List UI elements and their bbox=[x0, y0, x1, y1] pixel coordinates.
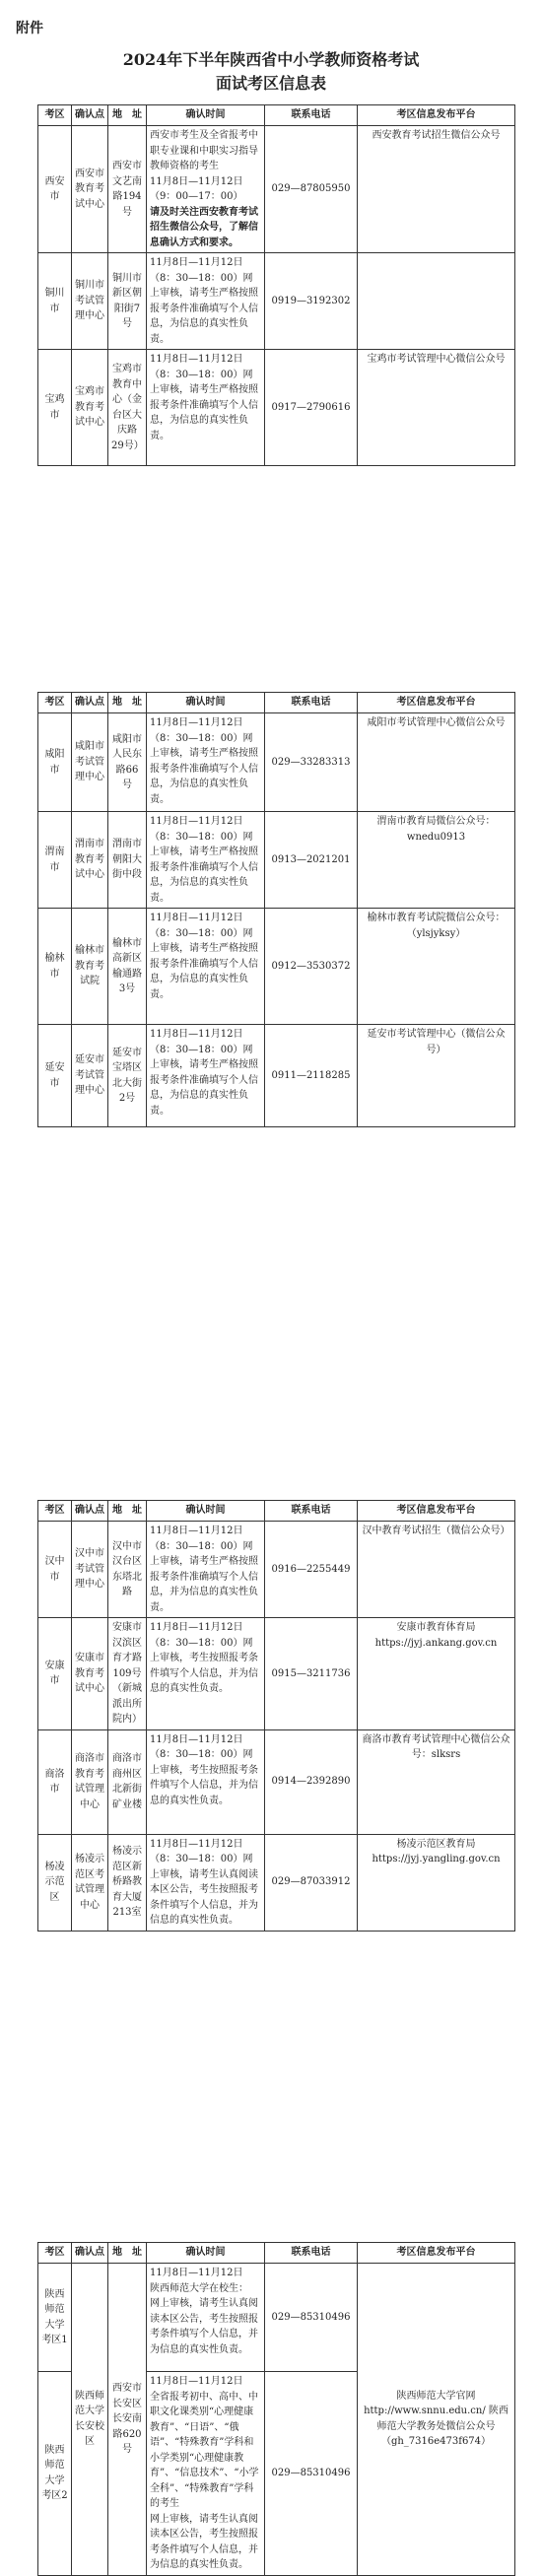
cell-confirm-point: 铜川市考试管理中心 bbox=[72, 253, 108, 350]
cell-phone: 029—87805950 bbox=[265, 126, 358, 253]
time-text-line: 11月8日—11月12日（8：30—18：00）网上审核，请考生严格按照报考条件准确填写个人信息，为信息的真实性负责。 bbox=[150, 354, 258, 441]
cell-confirm-time bbox=[147, 1834, 265, 1931]
cell-area: 安康市 bbox=[38, 1618, 72, 1730]
cell-area: 渭南市 bbox=[38, 812, 72, 909]
table-row bbox=[38, 713, 515, 812]
cell-platform: 汉中教育考试招生（微信公众号） bbox=[358, 1522, 515, 1618]
cell-confirm-point: 宝鸡市教育考试中心 bbox=[72, 350, 108, 466]
cell-phone: 0915—3211736 bbox=[265, 1618, 358, 1730]
table-row bbox=[38, 253, 515, 350]
table-row bbox=[38, 350, 515, 466]
header-time: 确认时间 bbox=[147, 2243, 265, 2264]
header-address: 地 址 bbox=[108, 105, 147, 126]
header-address: 地 址 bbox=[108, 1501, 147, 1522]
cell-area: 杨凌示范区 bbox=[38, 1834, 72, 1931]
cell-confirm-time bbox=[147, 1522, 265, 1618]
cell-confirm-time bbox=[147, 909, 265, 1025]
attachment-label: 附件 bbox=[16, 21, 43, 36]
time-text-line: 11月8日—11月12日（8：30—18：00）网上审核，请考生严格按照报考条件准确填写个人信息，为信息的真实性负责。 bbox=[150, 257, 258, 345]
header-time: 确认时间 bbox=[147, 1501, 265, 1522]
header-point: 确认点 bbox=[72, 2243, 108, 2264]
cell-confirm-time bbox=[147, 350, 265, 466]
header-address: 地 址 bbox=[108, 2243, 147, 2264]
cell-confirm-point: 咸阳市考试管理中心 bbox=[72, 713, 108, 812]
header-address: 地 址 bbox=[108, 693, 147, 713]
header-platform: 考区信息发布平台 bbox=[358, 2243, 515, 2264]
cell-address: 宝鸡市教育中心（金台区大庆路29号） bbox=[108, 350, 147, 466]
cell-confirm-point: 渭南市教育考试中心 bbox=[72, 812, 108, 909]
cell-platform: 西安教育考试招生微信公众号 bbox=[358, 126, 515, 253]
header-platform: 考区信息发布平台 bbox=[358, 105, 515, 126]
cell-address: 安康市汉滨区育才路109号（新城派出所院内） bbox=[108, 1618, 147, 1730]
cell-phone: 0916—2255449 bbox=[265, 1522, 358, 1618]
table-header-row bbox=[38, 1501, 515, 1522]
cell-confirm-time bbox=[147, 126, 265, 253]
cell-area: 陕西师范大学考区2 bbox=[38, 2372, 72, 2576]
table-row bbox=[38, 1729, 515, 1834]
header-area: 考区 bbox=[38, 693, 72, 713]
cell-confirm-time bbox=[147, 1025, 265, 1127]
cell-area: 西安市 bbox=[38, 126, 72, 253]
time-bold-note: 请及时关注西安教育考试招生微信公众号，了解信息确认方式和要求。 bbox=[150, 206, 258, 248]
cell-phone: 029—85310496 bbox=[265, 2264, 358, 2372]
cell-address: 榆林市高新区榆通路3号 bbox=[108, 909, 147, 1025]
cell-confirm-point: 榆林市教育考试院 bbox=[72, 909, 108, 1025]
table-header-row bbox=[38, 693, 515, 713]
time-text-line: 11月8日—11月12日（9：00—17：00） bbox=[150, 175, 243, 202]
cell-address: 咸阳市人民东路66号 bbox=[108, 713, 147, 812]
cell-area: 商洛市 bbox=[38, 1729, 72, 1834]
cell-platform: 安康市教育体育局 https://jyj.ankang.gov.cn bbox=[358, 1618, 515, 1730]
cell-platform bbox=[358, 253, 515, 350]
cell-confirm-point: 陕西师范大学长安校区 bbox=[72, 2264, 108, 2576]
table-header-row bbox=[38, 105, 515, 126]
cell-phone: 029—33283313 bbox=[265, 713, 358, 812]
exam-area-table bbox=[37, 2242, 515, 2576]
cell-confirm-point: 安康市教育考试中心 bbox=[72, 1618, 108, 1730]
cell-area: 榆林市 bbox=[38, 909, 72, 1025]
table-row bbox=[38, 909, 515, 1025]
header-area: 考区 bbox=[38, 105, 72, 126]
cell-phone: 0919—3192302 bbox=[265, 253, 358, 350]
table-header-row bbox=[38, 2243, 515, 2264]
time-text-line: 11月8日—11月12日（8：30—18：00）网上审核，请考生严格按照报考条件准确填写个人信息，为信息的真实性负责。 bbox=[150, 816, 258, 904]
time-text-line: 11月8日—11月12日（8：30—18：00）网上审核，请考生认真阅读本区公告，考生按照报考条件填写个人信息，并为信息的真实性负责。 bbox=[150, 1838, 258, 1926]
header-area: 考区 bbox=[38, 1501, 72, 1522]
cell-confirm-time bbox=[147, 812, 265, 909]
cell-phone: 0914—2392890 bbox=[265, 1729, 358, 1834]
time-text-line: 11月8日—11月12日 bbox=[150, 2376, 243, 2387]
time-text-line: 网上审核，请考生认真阅读本区公告，考生按照报考条件填写个人信息，并为信息的真实性负责。 bbox=[150, 2513, 258, 2570]
table-row bbox=[38, 1025, 515, 1127]
time-text-line: 11月8日—11月12日（8：30—18：00）网上审核，请考生严格按照报考条件准确填写个人信息，为信息的真实性负责。 bbox=[150, 717, 258, 805]
cell-platform: 榆林市教育考试院微信公众号：（ylsjyksy） bbox=[358, 909, 515, 1025]
cell-phone: 029—85310496 bbox=[265, 2372, 358, 2576]
cell-phone: 029—87033912 bbox=[265, 1834, 358, 1931]
cell-platform: 咸阳市考试管理中心微信公众号 bbox=[358, 713, 515, 812]
cell-area: 咸阳市 bbox=[38, 713, 72, 812]
header-platform: 考区信息发布平台 bbox=[358, 1501, 515, 1522]
cell-platform: 延安市考试管理中心（微信公众号） bbox=[358, 1025, 515, 1127]
time-text-line: 11月8日—11月12日（8：30—18：00）网上审核，请考生严格按照报考条件准确填写个人信息，为信息的真实性负责。 bbox=[150, 913, 258, 1000]
time-text-line: 11月8日—11月12日 bbox=[150, 2268, 243, 2278]
exam-area-table bbox=[37, 104, 515, 466]
cell-confirm-time bbox=[147, 713, 265, 812]
cell-platform: 渭南市教育局微信公众号：wnedu0913 bbox=[358, 812, 515, 909]
header-point: 确认点 bbox=[72, 105, 108, 126]
exam-area-table bbox=[37, 1500, 515, 1932]
exam-area-table bbox=[37, 692, 515, 1127]
cell-platform: 商洛市教育考试管理中心微信公众号：slksrs bbox=[358, 1729, 515, 1834]
cell-address: 铜川市新区朝阳街7号 bbox=[108, 253, 147, 350]
table-row bbox=[38, 1522, 515, 1618]
cell-phone: 0912—3530372 bbox=[265, 909, 358, 1025]
cell-address: 商洛市商州区北新街矿业楼 bbox=[108, 1729, 147, 1834]
cell-phone: 0913—2021201 bbox=[265, 812, 358, 909]
time-text-line: 陕西师范大学在校生： bbox=[150, 2282, 248, 2294]
time-text-line: 全省报考初中、高中、中职文化课类别“心理健康教育”、“日语”、“俄语”、“特殊教育”学科和小学类别“心理健康教育”、“信息技术”、“小学全科”、“特殊教育”学科的考生 bbox=[150, 2391, 259, 2509]
time-text-line: 11月8日—11月12日（8：30—18：00）网上审核，请考生严格按照报考条件准确填写个人信息，并为信息的真实性负责。 bbox=[150, 1525, 258, 1613]
document-subtitle: 面试考区信息表 bbox=[215, 74, 326, 93]
cell-area: 延安市 bbox=[38, 1025, 72, 1127]
header-area: 考区 bbox=[38, 2243, 72, 2264]
header-point: 确认点 bbox=[72, 693, 108, 713]
cell-address: 西安市长安区长安南路620号 bbox=[108, 2264, 147, 2576]
time-text-line: 西安市考生及全省报考中职专业课和中职实习指导教师资格的考生 bbox=[150, 130, 258, 171]
header-phone: 联系电话 bbox=[265, 693, 358, 713]
cell-address: 西安市文艺南路194号 bbox=[108, 126, 147, 253]
header-phone: 联系电话 bbox=[265, 1501, 358, 1522]
document-title: 2024年下半年陕西省中小学教师资格考试 bbox=[122, 50, 420, 69]
cell-confirm-time bbox=[147, 1618, 265, 1730]
header-time: 确认时间 bbox=[147, 693, 265, 713]
cell-area: 宝鸡市 bbox=[38, 350, 72, 466]
table-row bbox=[38, 126, 515, 253]
cell-area: 陕西师范大学考区1 bbox=[38, 2264, 72, 2372]
cell-confirm-time bbox=[147, 1729, 265, 1834]
time-text-line: 11月8日—11月12日（8：30—18：00）网上审核，请考生严格按照报考条件准确填写个人信息，为信息的真实性负责。 bbox=[150, 1029, 258, 1117]
cell-area: 铜川市 bbox=[38, 253, 72, 350]
table-row bbox=[38, 1618, 515, 1730]
cell-phone: 0917—2790616 bbox=[265, 350, 358, 466]
cell-address: 渭南市朝阳大街中段 bbox=[108, 812, 147, 909]
cell-confirm-time bbox=[147, 253, 265, 350]
time-text-line: 11月8日—11月12日（8：30—18：00）网上审核，考生按照报考条件填写个人信息，并为信息的真实性负责。 bbox=[150, 1622, 258, 1694]
cell-confirm-point: 西安市教育考试中心 bbox=[72, 126, 108, 253]
cell-phone: 0911—2118285 bbox=[265, 1025, 358, 1127]
cell-confirm-time bbox=[147, 2372, 265, 2576]
header-point: 确认点 bbox=[72, 1501, 108, 1522]
header-platform: 考区信息发布平台 bbox=[358, 693, 515, 713]
cell-address: 汉中市汉台区东塔北路 bbox=[108, 1522, 147, 1618]
cell-platform: 陕西师范大学官网 http://www.snnu.edu.cn/ 陕西师范大学教务处微信公众号（gh_7316e473f674） bbox=[358, 2264, 515, 2576]
cell-confirm-time bbox=[147, 2264, 265, 2372]
cell-confirm-point: 商洛市教育考试管理中心 bbox=[72, 1729, 108, 1834]
cell-platform: 宝鸡市考试管理中心微信公众号 bbox=[358, 350, 515, 466]
cell-address: 杨凌示范区新桥路教育大厦213室 bbox=[108, 1834, 147, 1931]
time-text-line: 网上审核，请考生认真阅读本区公告，考生按照报考条件填写个人信息，并为信息的真实性负责。 bbox=[150, 2298, 258, 2355]
cell-confirm-point: 杨凌示范区考试管理中心 bbox=[72, 1834, 108, 1931]
cell-area: 汉中市 bbox=[38, 1522, 72, 1618]
cell-address: 延安市宝塔区北大街2号 bbox=[108, 1025, 147, 1127]
table-row bbox=[38, 812, 515, 909]
cell-confirm-point: 延安市考试管理中心 bbox=[72, 1025, 108, 1127]
cell-confirm-point: 汉中市考试管理中心 bbox=[72, 1522, 108, 1618]
time-text-line: 11月8日—11月12日（8：30—18：00）网上审核，考生按照报考条件填写个人信息，并为信息的真实性负责。 bbox=[150, 1733, 258, 1806]
cell-platform: 杨凌示范区教育局 https://jyj.yangling.gov.cn bbox=[358, 1834, 515, 1931]
header-phone: 联系电话 bbox=[265, 105, 358, 126]
header-time: 确认时间 bbox=[147, 105, 265, 126]
table-row bbox=[38, 2264, 515, 2372]
header-phone: 联系电话 bbox=[265, 2243, 358, 2264]
table-row bbox=[38, 1834, 515, 1931]
